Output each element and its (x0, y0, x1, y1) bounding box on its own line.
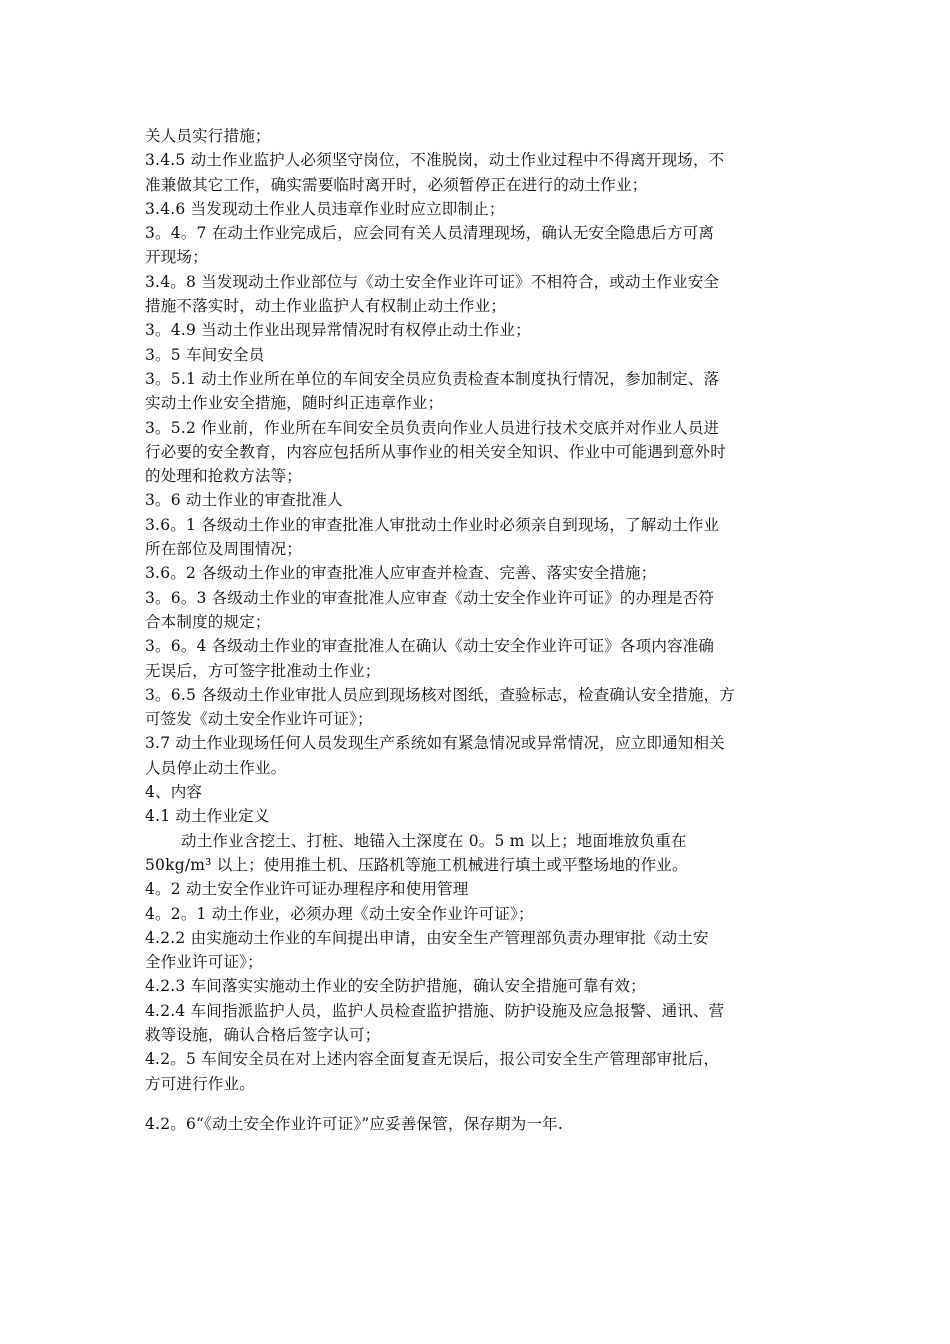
text-line: 4.2。5 车间安全员在对上述内容全面复查无误后，报公司安全生产管理部审批后， (145, 1050, 720, 1069)
text-line: 4。2。1 动土作业，必须办理《动土安全作业许可证》； (145, 904, 534, 923)
text-line: 3.7 动土作业现场任何人员发现生产系统如有紧急情况或异常情况，应立即通知相关 (145, 734, 725, 753)
text-line: 3。5 车间安全员 (145, 345, 265, 364)
text-line: 3。5.1 动土作业所在单位的车间安全员应负责检查本制度执行情况，参加制定、落 (145, 369, 720, 388)
text-line: 动土作业含挖土、打桩、地锚入土深度在 0。5 m 以上；地面堆放负重在 (181, 831, 687, 850)
text-line: 50kg/m³ 以上；使用推土机、压路机等施工机械进行填土或平整场地的作业。 (145, 855, 688, 874)
text-line: 全作业许可证》； (145, 953, 263, 972)
text-line: 3。5.2 作业前，作业所在车间安全员负责向作业人员进行技术交底并对作业人员进 (145, 418, 720, 437)
text-line: 实动土作业安全措施，随时纠正违章作业； (145, 394, 444, 413)
text-line: 4.2.4 车间指派监护人员，监护人员检查监护措施、防护设施及应急报警、通讯、营 (145, 1001, 725, 1020)
text-line: 4.2.3 车间落实实施动土作业的安全防护措施，确认安全措施可靠有效； (145, 977, 646, 996)
text-line: 3.4.5 动土作业监护人必须坚守岗位，不准脱岗，动土作业过程中不得离开现场，不 (145, 151, 725, 170)
text-line: 方可进行作业。 (145, 1074, 255, 1093)
text-line: 合本制度的规定； (145, 612, 271, 631)
text-line: 3。4。7 在动土作业完成后，应会同有关人员清理现场，确认无安全隐患后方可离 (145, 224, 715, 243)
text-line: 关人员实行措施； (145, 127, 271, 145)
text-line: 准兼做其它工作，确实需要临时离开时，必须暂停正在进行的动土作业； (145, 175, 648, 194)
text-line: 3。6。3 各级动土作业的审查批准人应审查《动土安全作业许可证》的办理是否符 (145, 588, 715, 607)
text-line: 4.2.2 由实施动土作业的车间提出申请，由安全生产管理部负责办理审批《动土安 (145, 928, 709, 947)
document-body (145, 124, 813, 1136)
text-line: 措施不落实时，动土作业监护人有权制止动土作业； (145, 297, 507, 316)
text-line: 4、内容 (145, 783, 203, 802)
text-line: 3.6。1 各级动土作业的审查批准人审批动土作业时必须亲自到现场，了解动土作业 (145, 515, 720, 534)
text-line: 可签发《动土安全作业许可证》； (145, 710, 373, 729)
text-line: 3.4。8 当发现动土作业部位与《动土安全作业许可证》不相符合，或动土作业安全 (145, 272, 720, 291)
text-line: 3。6 动土作业的审查批准人 (145, 491, 343, 510)
text-line: 4。2 动土安全作业许可证办理程序和使用管理 (145, 880, 469, 899)
text-line: 无误后，方可签字批准动土作业； (145, 661, 381, 680)
text-line: 4.1 动土作业定义 (145, 807, 270, 826)
text-line: 3。4.9 当动土作业出现异常情况时有权停止动土作业； (145, 321, 531, 340)
text-line: 3.4.6 当发现动土作业人员违章作业时应立即制止； (145, 199, 505, 218)
text-line: 3.6。2 各级动土作业的审查批准人应审查并检查、完善、落实安全措施； (145, 564, 657, 583)
text-line: 救等设施，确认合格后签字认可； (145, 1025, 381, 1044)
text-line: 3。6.5 各级动土作业审批人员应到现场核对图纸，查验标志，检查确认安全措施，方 (145, 685, 735, 704)
text-line: 的处理和抢救方法等； (145, 467, 303, 486)
text-line: 所在部位及周围情况； (145, 540, 303, 559)
text-line: 人员停止动土作业。 (145, 758, 287, 777)
text-line: 行必要的安全教育，内容应包括所从事作业的相关安全知识、作业中可能遇到意外时 (145, 442, 726, 461)
text-line: 3。6。4 各级动土作业的审查批准人在确认《动土安全作业许可证》各项内容准确 (145, 637, 715, 656)
text-line: 4.2。6“《动土安全作业许可证》”应妥善保管，保存期为一年. (145, 1114, 563, 1133)
text-line: 开现场； (145, 248, 208, 267)
